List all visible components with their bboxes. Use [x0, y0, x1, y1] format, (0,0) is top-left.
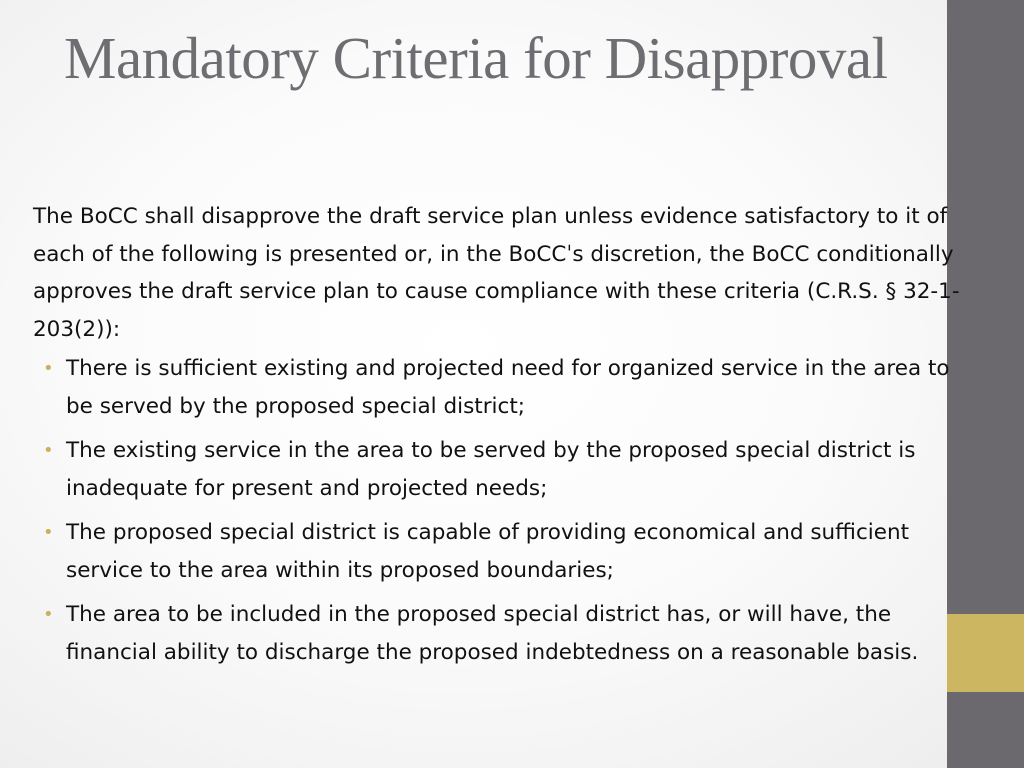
bullet-icon: • — [43, 522, 54, 543]
bullet-icon: • — [43, 604, 54, 625]
intro-paragraph: The BoCC shall disapprove the draft service plan unless evidence satisfactory to it of each of the following is presented or, in the BoCCˈs discretion, the BoCC conditionally approves the draft service plan to cause compliance with these criteria (C.R.S. § 32-1-203(2)): — [33, 204, 960, 342]
criteria-list-item — [33, 350, 977, 425]
criteria-list-item — [33, 596, 977, 671]
criteria-list — [33, 350, 977, 671]
criterion-text: The area to be included in the proposed special district has, or will have, the financial ability to discharge the proposed indebtedness on a reasonable basis. — [66, 602, 919, 665]
slide-title: Mandatory Criteria for Disapproval — [64, 25, 888, 91]
slide-content — [33, 198, 977, 678]
bullet-icon: • — [43, 440, 54, 461]
criterion-text: The existing service in the area to be served by the proposed special district is inadequate for present and projected needs; — [66, 438, 916, 501]
bullet-icon: • — [43, 358, 54, 379]
criterion-text: The proposed special district is capable of providing economical and sufficient service to the area within its proposed boundaries; — [66, 520, 910, 583]
criteria-list-item — [33, 514, 977, 589]
criterion-text: There is sufficient existing and projected need for organized service in the area to be served by the proposed special district; — [66, 356, 950, 419]
criteria-list-item — [33, 432, 977, 507]
